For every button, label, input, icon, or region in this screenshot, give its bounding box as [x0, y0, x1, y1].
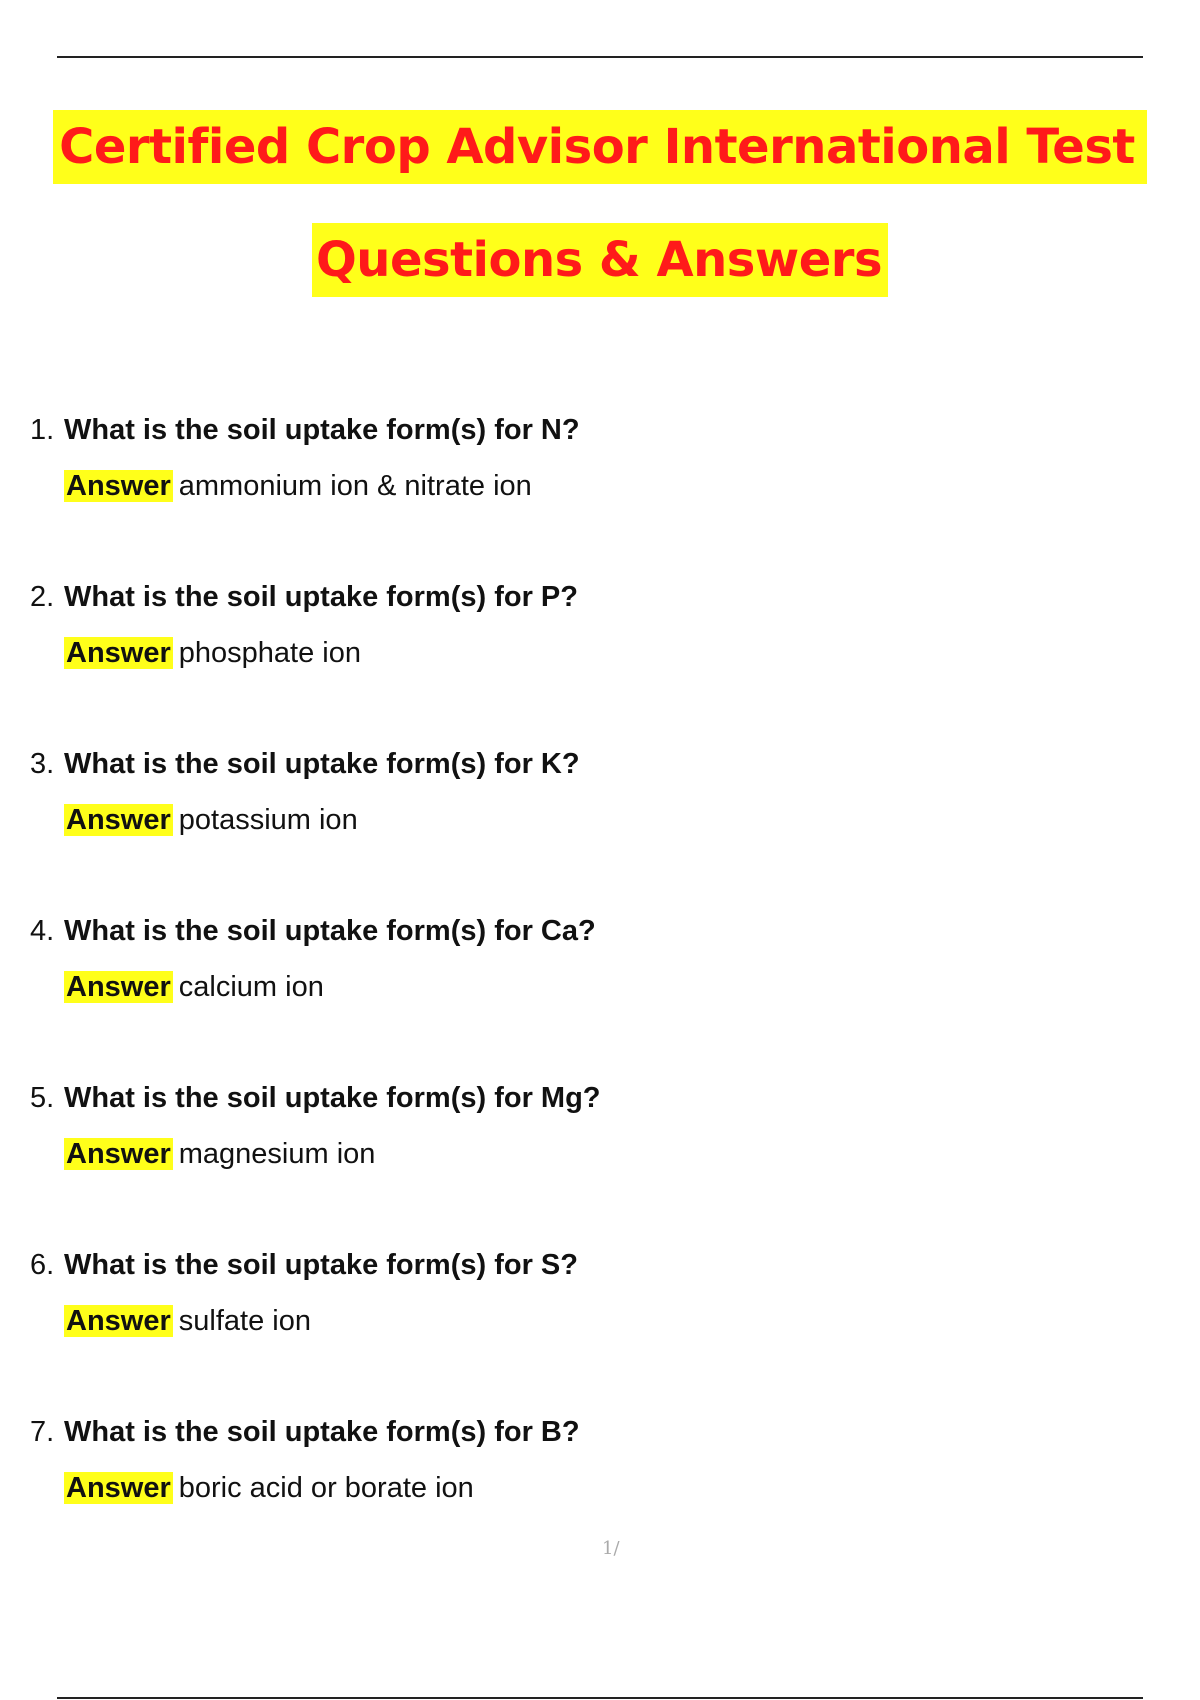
question [30, 1412, 1130, 1452]
question-text: What is the soil uptake form(s) for S? [64, 1249, 578, 1281]
answer-label: Answer [66, 804, 171, 836]
question [30, 577, 1130, 617]
question-number: 1. [30, 414, 55, 446]
question-number: 5. [30, 1082, 55, 1114]
answer-row [30, 466, 1130, 506]
qa-item-3 [30, 744, 1130, 911]
answer-label: Answer [66, 637, 171, 669]
qa-item-6 [30, 1245, 1130, 1412]
question-text: What is the soil uptake form(s) for P? [64, 581, 578, 613]
answer-row [30, 1301, 1130, 1341]
qa-item-1 [30, 410, 1130, 577]
question-number: 6. [30, 1249, 55, 1281]
answer-text: phosphate ion [178, 637, 361, 669]
question-text: What is the soil uptake form(s) for N? [64, 414, 580, 446]
question-number: 2. [30, 581, 55, 613]
question-number: 4. [30, 915, 55, 947]
answer-text: magnesium ion [178, 1138, 376, 1170]
question [30, 410, 1130, 450]
qa-item-5 [30, 1078, 1130, 1245]
qa-item-2 [30, 577, 1130, 744]
answer-row [30, 1134, 1130, 1174]
answer-row [30, 633, 1130, 673]
question [30, 744, 1130, 784]
answer-text: calcium ion [178, 971, 324, 1003]
question [30, 1245, 1130, 1285]
answer-row [30, 800, 1130, 840]
answer-text: sulfate ion [178, 1305, 311, 1337]
question-text: What is the soil uptake form(s) for Ca? [64, 915, 596, 947]
qa-list [30, 410, 1130, 1579]
answer-label: Answer [66, 1305, 171, 1337]
answer-text: boric acid or borate ion [178, 1472, 474, 1504]
answer-row [30, 1468, 1130, 1508]
answer-row [30, 967, 1130, 1007]
top-rule [57, 56, 1143, 58]
question [30, 911, 1130, 951]
qa-item-4 [30, 911, 1130, 1078]
answer-label: Answer [66, 470, 171, 502]
bottom-rule [57, 1697, 1143, 1699]
question-number: 3. [30, 748, 55, 780]
answer-label: Answer [66, 1138, 171, 1170]
title-line-2: Questions & Answers [312, 223, 888, 297]
title-line-1: Certified Crop Advisor International Test [53, 110, 1147, 184]
qa-item-7 [30, 1412, 1130, 1579]
page-number-mark: 1/ [602, 1538, 620, 1559]
question-number: 7. [30, 1416, 55, 1448]
document-title [0, 110, 1200, 297]
question-text: What is the soil uptake form(s) for Mg? [64, 1082, 601, 1114]
question [30, 1078, 1130, 1118]
question-text: What is the soil uptake form(s) for K? [64, 748, 580, 780]
question-text: What is the soil uptake form(s) for B? [64, 1416, 580, 1448]
answer-label: Answer [66, 1472, 171, 1504]
answer-text: ammonium ion & nitrate ion [178, 470, 532, 502]
answer-text: potassium ion [178, 804, 358, 836]
answer-label: Answer [66, 971, 171, 1003]
